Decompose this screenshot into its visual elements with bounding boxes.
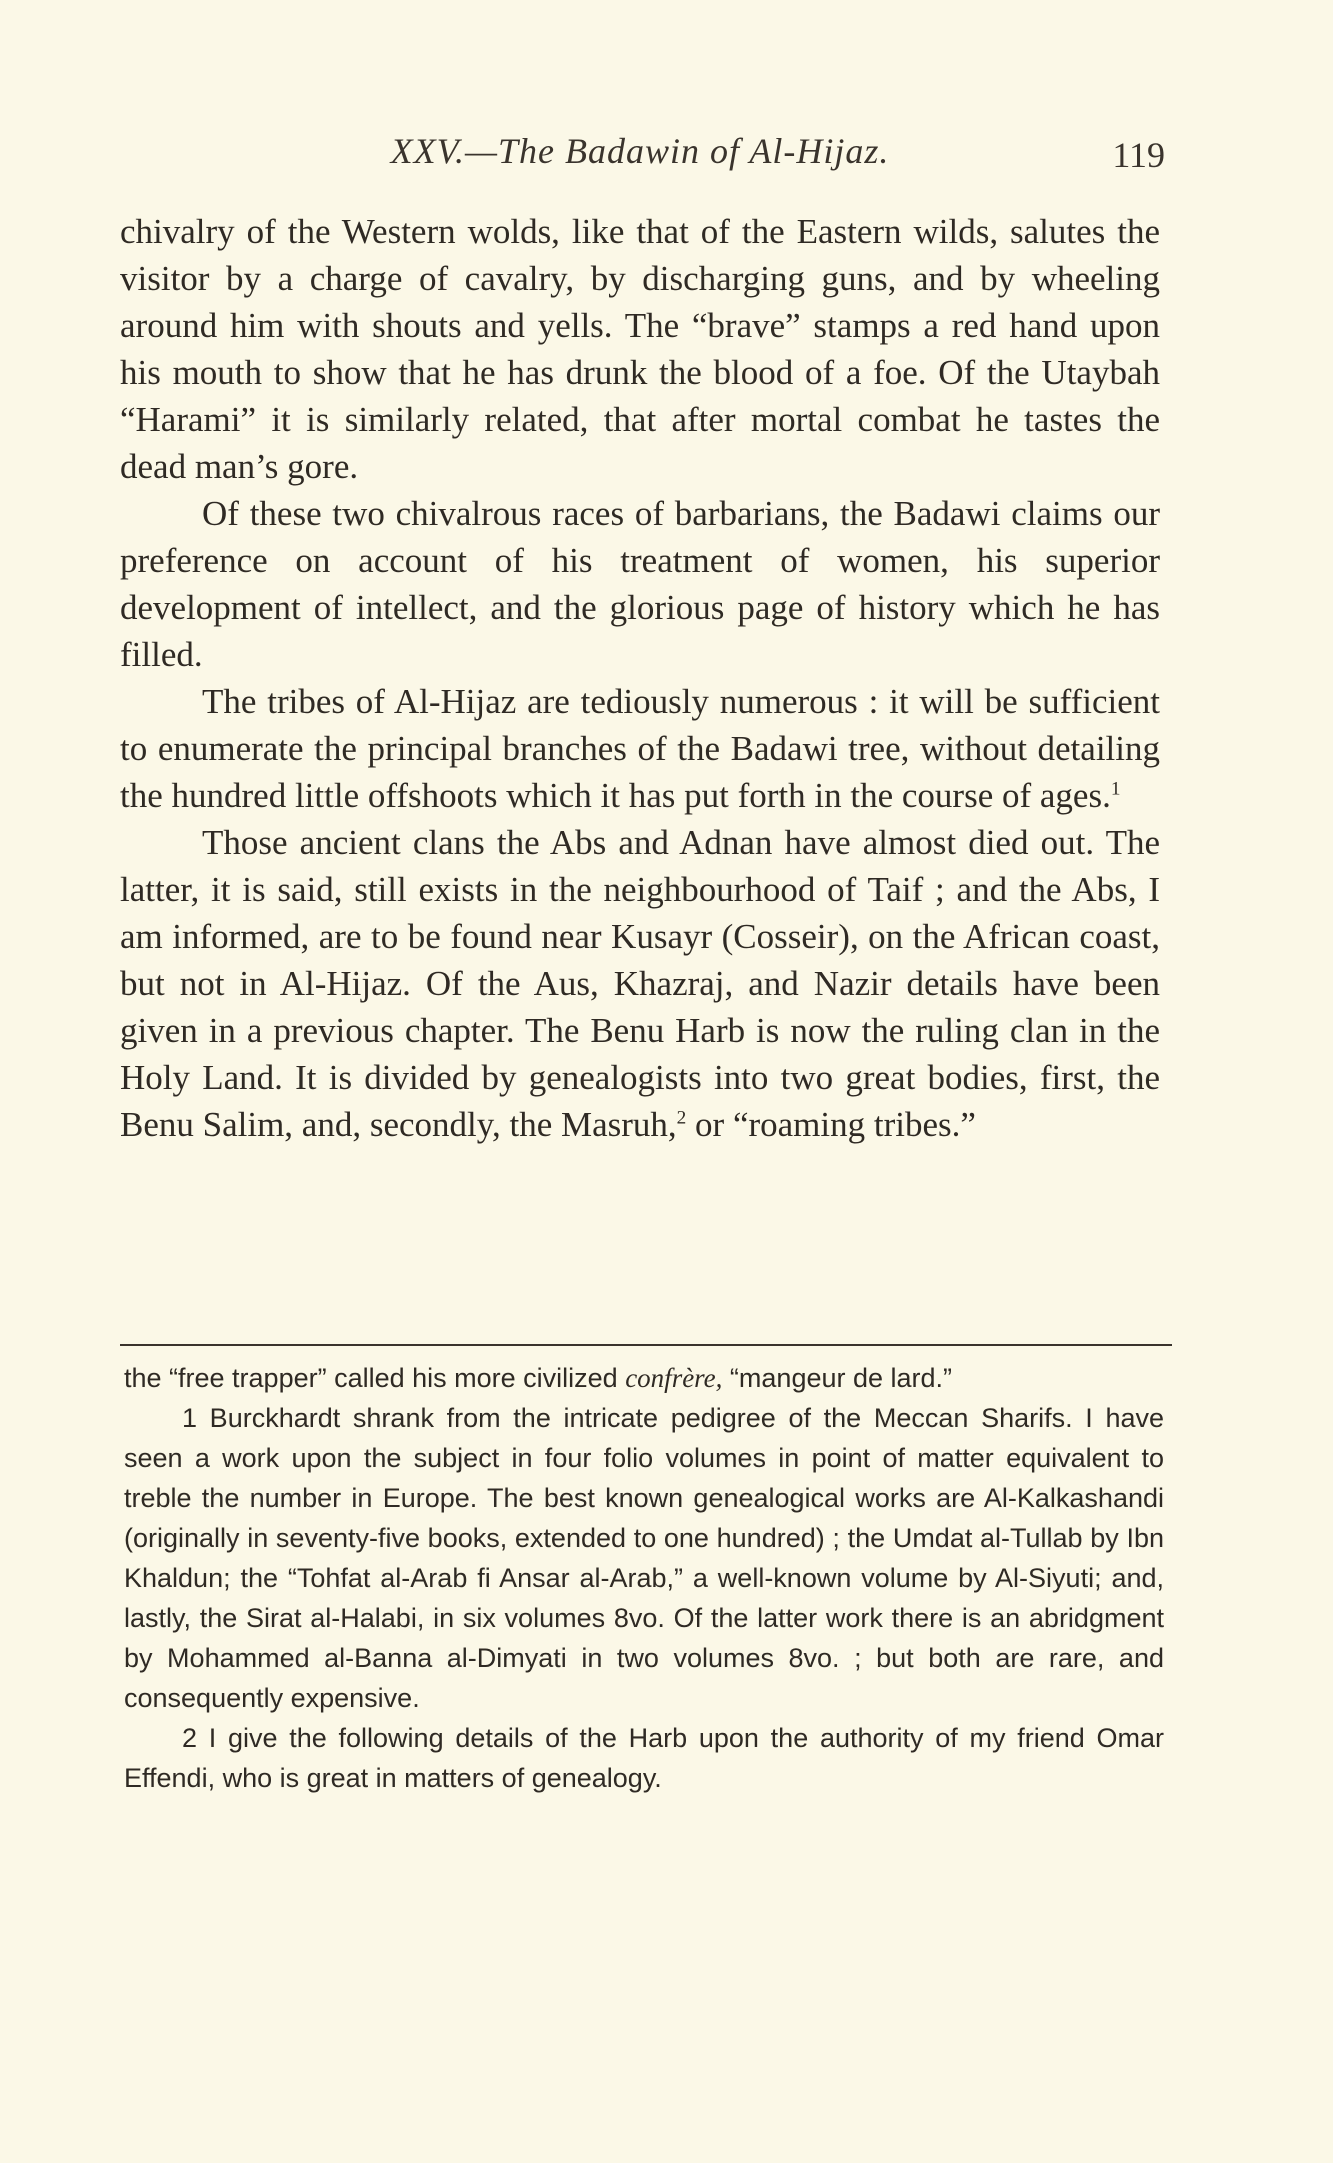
paragraph-2: Of these two chivalrous races of barbarians, the Badawi claims our preference on account of his treatment of women, his superior development of intellect, and the glorious page of history which he has filled. [120, 494, 1160, 674]
footnote-1: 1 Burckhardt shrank from the intricate pedigree of the Meccan Sharifs. I have seen a work upon the subject in four folio volumes in point of matter equivalent to treble the number in Europe. The best known genealogical works are Al-Kalkashandi (originally in seventy-five books, extended to one hundred) ; the Umdat al-Tullab by Ibn Khaldun; the “Tohfat al-Arab fi Ansar al-Arab,” a well-known volume by Al-Siyuti; and, lastly, the Sirat al-Halabi, in six volumes 8vo. Of the latter work there is an abridgment by Mohammed al-Banna al-Dimyati in two volumes 8vo. ; but both are rare, and consequently expensive. [124, 1403, 1164, 1713]
page-number: 119 [1112, 135, 1165, 175]
paragraph-1: chivalry of the Western wolds, like that of the Eastern wilds, salutes the visitor by a charge of cavalry, by discharging guns, and by wheeling around him with shouts and yells. The “brave” stamps a red hand upon his mouth to show that he has drunk the blood of a foe. Of the Utaybah “Harami” it is similarly related, that after mortal combat he tastes the dead man’s gore. [120, 212, 1160, 486]
body-text [120, 208, 1160, 1148]
paragraph-4-tail: or “roaming tribes.” [686, 1105, 976, 1144]
running-title: XXV.—The Badawin of Al-Hijaz. [390, 131, 890, 171]
footnote-continuation-a: the “free trapper” called his more civilized [124, 1363, 626, 1393]
footnote-divider [120, 1344, 1172, 1346]
footnote-continuation-italic: confrère, [625, 1363, 723, 1393]
footnote-2: 2 I give the following details of the Harb upon the authority of my friend Omar Effendi, who is great in matters of genealogy. [124, 1723, 1164, 1793]
running-head [120, 130, 1165, 180]
paragraph-3 [120, 678, 1160, 819]
footnote-continuation-b: “mangeur de lard.” [722, 1363, 953, 1393]
footnote-continuation [124, 1358, 1164, 1398]
paragraph-3-text: The tribes of Al-Hijaz are tediously numerous : it will be sufficient to enumerate the principal branches of the Badawi tree, without detailing the hundred little offshoots which it has put forth in the course of ages. [120, 682, 1160, 815]
paragraph-4 [120, 819, 1160, 1148]
paragraph-4-text: Those ancient clans the Abs and Adnan have almost died out. The latter, it is said, still exists in the neighbourhood of Taif ; and the Abs, I am informed, are to be found near Kusayr (Cosseir), on the African coast, but not in Al-Hijaz. Of the Aus, Khazraj, and Nazir details have been given in a previous chapter. The Benu Harb is now the ruling clan in the Holy Land. It is divided by genealogists into two great bodies, first, the Benu Salim, and, secondly, the Masruh, [120, 823, 1160, 1144]
footnotes [124, 1358, 1164, 1798]
footnote-ref-2: 2 [676, 1107, 687, 1129]
footnote-ref-1: 1 [1110, 778, 1121, 800]
